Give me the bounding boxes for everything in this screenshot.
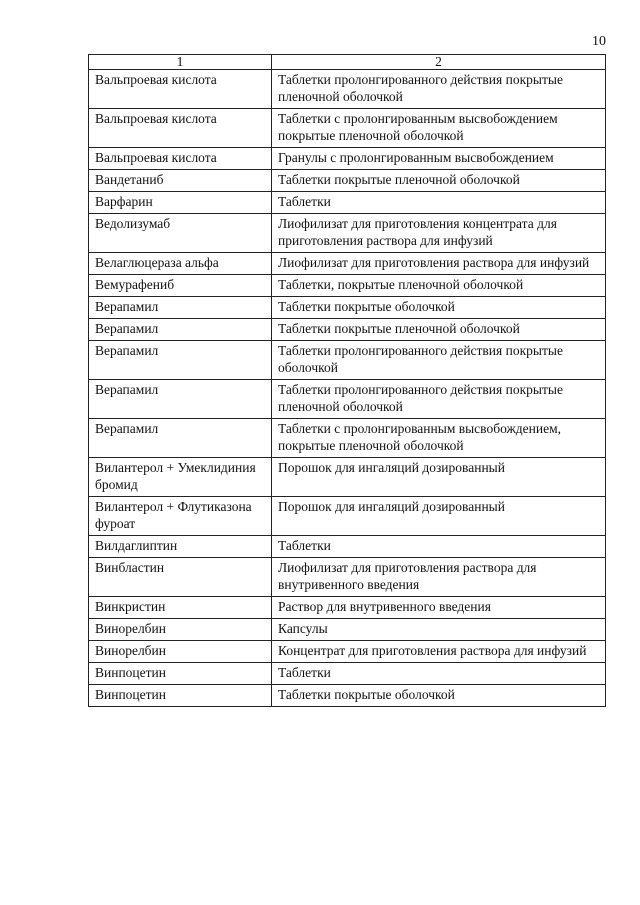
dosage-form-cell: Лиофилизат для приготовления раствора для инфузий (272, 253, 606, 275)
dosage-form-cell: Таблетки с пролонгированным высвобождением покрытые пленочной оболочкой (272, 109, 606, 148)
table-row (89, 109, 606, 148)
table-row (89, 341, 606, 380)
drug-name-cell: Винпоцетин (89, 663, 272, 685)
table-row (89, 619, 606, 641)
table-row (89, 275, 606, 297)
table-row (89, 663, 606, 685)
drug-name-cell: Верапамил (89, 319, 272, 341)
drug-name-cell: Вилдаглиптин (89, 536, 272, 558)
table-header-row (89, 55, 606, 70)
dosage-form-cell: Порошок для ингаляций дозированный (272, 497, 606, 536)
drug-name-cell: Винорелбин (89, 641, 272, 663)
drug-name-cell: Вальпроевая кислота (89, 70, 272, 109)
drug-name-cell: Винбластин (89, 558, 272, 597)
drug-name-cell: Винкристин (89, 597, 272, 619)
table-row (89, 380, 606, 419)
drug-name-cell: Велаглюцераза альфа (89, 253, 272, 275)
drug-name-cell: Винпоцетин (89, 685, 272, 707)
table-row (89, 253, 606, 275)
drug-name-cell: Вальпроевая кислота (89, 109, 272, 148)
column-header-2: 2 (272, 55, 606, 70)
dosage-form-cell: Концентрат для приготовления раствора для инфузий (272, 641, 606, 663)
dosage-form-cell: Гранулы с пролонгированным высвобождением (272, 148, 606, 170)
table-row (89, 458, 606, 497)
drug-name-cell: Вилантерол + Умеклидиния бромид (89, 458, 272, 497)
dosage-form-cell: Таблетки пролонгированного действия покрытые пленочной оболочкой (272, 70, 606, 109)
dosage-form-cell: Таблетки пролонгированного действия покрытые оболочкой (272, 341, 606, 380)
table-row (89, 419, 606, 458)
dosage-form-cell: Лиофилизат для приготовления раствора для внутривенного введения (272, 558, 606, 597)
dosage-form-cell: Таблетки пролонгированного действия покрытые пленочной оболочкой (272, 380, 606, 419)
dosage-form-cell: Таблетки (272, 536, 606, 558)
table-row (89, 319, 606, 341)
dosage-form-cell: Раствор для внутривенного введения (272, 597, 606, 619)
table-row (89, 70, 606, 109)
drug-name-cell: Вемурафениб (89, 275, 272, 297)
dosage-form-cell: Таблетки покрытые оболочкой (272, 685, 606, 707)
drug-name-cell: Верапамил (89, 419, 272, 458)
dosage-form-cell: Таблетки (272, 192, 606, 214)
table-row (89, 170, 606, 192)
drug-name-cell: Вилантерол + Флутиказона фуроат (89, 497, 272, 536)
dosage-form-cell: Таблетки с пролонгированным высвобождением, покрытые пленочной оболочкой (272, 419, 606, 458)
drug-name-cell: Винорелбин (89, 619, 272, 641)
table-row (89, 558, 606, 597)
drug-name-cell: Варфарин (89, 192, 272, 214)
table-body (89, 70, 606, 707)
drug-name-cell: Вальпроевая кислота (89, 148, 272, 170)
table-row (89, 685, 606, 707)
table-row (89, 641, 606, 663)
table-row (89, 214, 606, 253)
drug-name-cell: Верапамил (89, 341, 272, 380)
drug-name-cell: Верапамил (89, 297, 272, 319)
drug-name-cell: Верапамил (89, 380, 272, 419)
dosage-form-cell: Капсулы (272, 619, 606, 641)
dosage-form-cell: Порошок для ингаляций дозированный (272, 458, 606, 497)
dosage-form-cell: Таблетки покрытые оболочкой (272, 297, 606, 319)
dosage-form-cell: Лиофилизат для приготовления концентрата для приготовления раствора для инфузий (272, 214, 606, 253)
drug-name-cell: Вандетаниб (89, 170, 272, 192)
column-header-1: 1 (89, 55, 272, 70)
dosage-form-cell: Таблетки (272, 663, 606, 685)
dosage-form-cell: Таблетки, покрытые пленочной оболочкой (272, 275, 606, 297)
drug-name-cell: Ведолизумаб (89, 214, 272, 253)
table-row (89, 297, 606, 319)
table-row (89, 597, 606, 619)
table-row (89, 536, 606, 558)
drug-table (88, 54, 606, 707)
table-row (89, 192, 606, 214)
table-row (89, 148, 606, 170)
dosage-form-cell: Таблетки покрытые пленочной оболочкой (272, 170, 606, 192)
table-row (89, 497, 606, 536)
page-number: 10 (592, 34, 606, 49)
dosage-form-cell: Таблетки покрытые пленочной оболочкой (272, 319, 606, 341)
